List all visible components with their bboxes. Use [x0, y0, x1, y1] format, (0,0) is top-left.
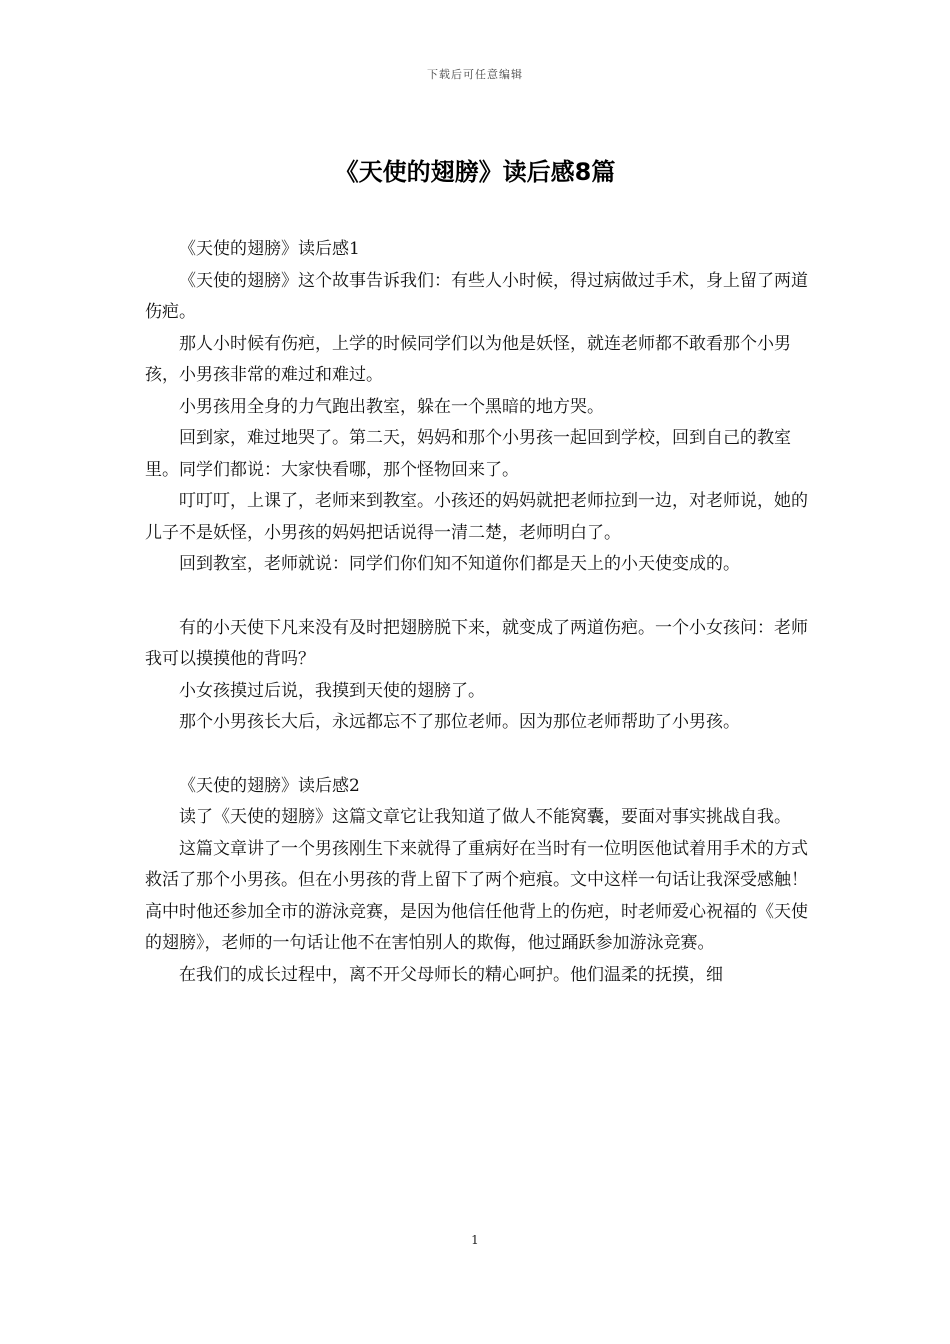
- paragraph: 回到教室，老师就说：同学们你们知不知道你们都是天上的小天使变成的。: [179, 554, 740, 574]
- paragraph: 叮叮叮，上课了，老师来到教室。小孩还的妈妈就把老师拉到一边，对老师说，她的儿子不是妖怪，小男孩的妈妈把话说得一清二楚，老师明白了。: [145, 491, 808, 543]
- paragraph: 小男孩用全身的力气跑出教室，躲在一个黑暗的地方哭。: [179, 396, 604, 417]
- paragraph: 有的小天使下凡来没有及时把翅膀脱下来，就变成了两道伤疤。一个小女孩问：老师我可以摸摸他的背吗？: [145, 617, 808, 669]
- paragraph: 那人小时候有伤疤，上学的时候同学们以为他是妖怪，就连老师都不敢看那个小男孩，小男孩非常的难过和难过。: [145, 333, 791, 385]
- page-number: 1: [471, 1233, 479, 1247]
- page-header-note: 下载后可任意编辑: [427, 68, 523, 81]
- section-heading-1: 《天使的翅膀》读后感1: [179, 239, 360, 259]
- paragraph: 在我们的成长过程中，离不开父母师长的精心呵护。他们温柔的抚摸，细: [179, 964, 723, 985]
- paragraph: 读了《天使的翅膀》这篇文章它让我知道了做人不能窝囊，要面对事实挑战自我。: [179, 807, 791, 827]
- section-heading-2: 《天使的翅膀》读后感2: [179, 775, 360, 796]
- paragraph: 小女孩摸过后说，我摸到天使的翅膀了。: [179, 680, 485, 701]
- paragraph: 回到家，难过地哭了。第二天，妈妈和那个小男孩一起回到学校，回到自己的教室里。同学们都说：大家快看哪，那个怪物回来了。: [145, 428, 791, 480]
- document-body: [145, 234, 810, 991]
- document-title: 《天使的翅膀》读后感8篇: [334, 158, 616, 186]
- paragraph: 那个小男孩长大后，永远都忘不了那位老师。因为那位老师帮助了小男孩。: [179, 712, 740, 732]
- paragraph: 这篇文章讲了一个男孩刚生下来就得了重病好在当时有一位明医他试着用手术的方式救活了那个小男孩。但在小男孩的背上留下了两个疤痕。文中这样一句话让我深受感触！高中时他还参加全市的游泳竞赛，是因为他信任他背上的伤疤，时老师爱心祝福的《天使的翅膀》，老师的一句话让他不在害怕别人的欺侮，他过踊跃参加游泳竞赛。: [145, 838, 808, 953]
- paragraph: 《天使的翅膀》这个故事告诉我们：有些人小时候，得过病做过手术，身上留了两道伤疤。: [145, 270, 808, 322]
